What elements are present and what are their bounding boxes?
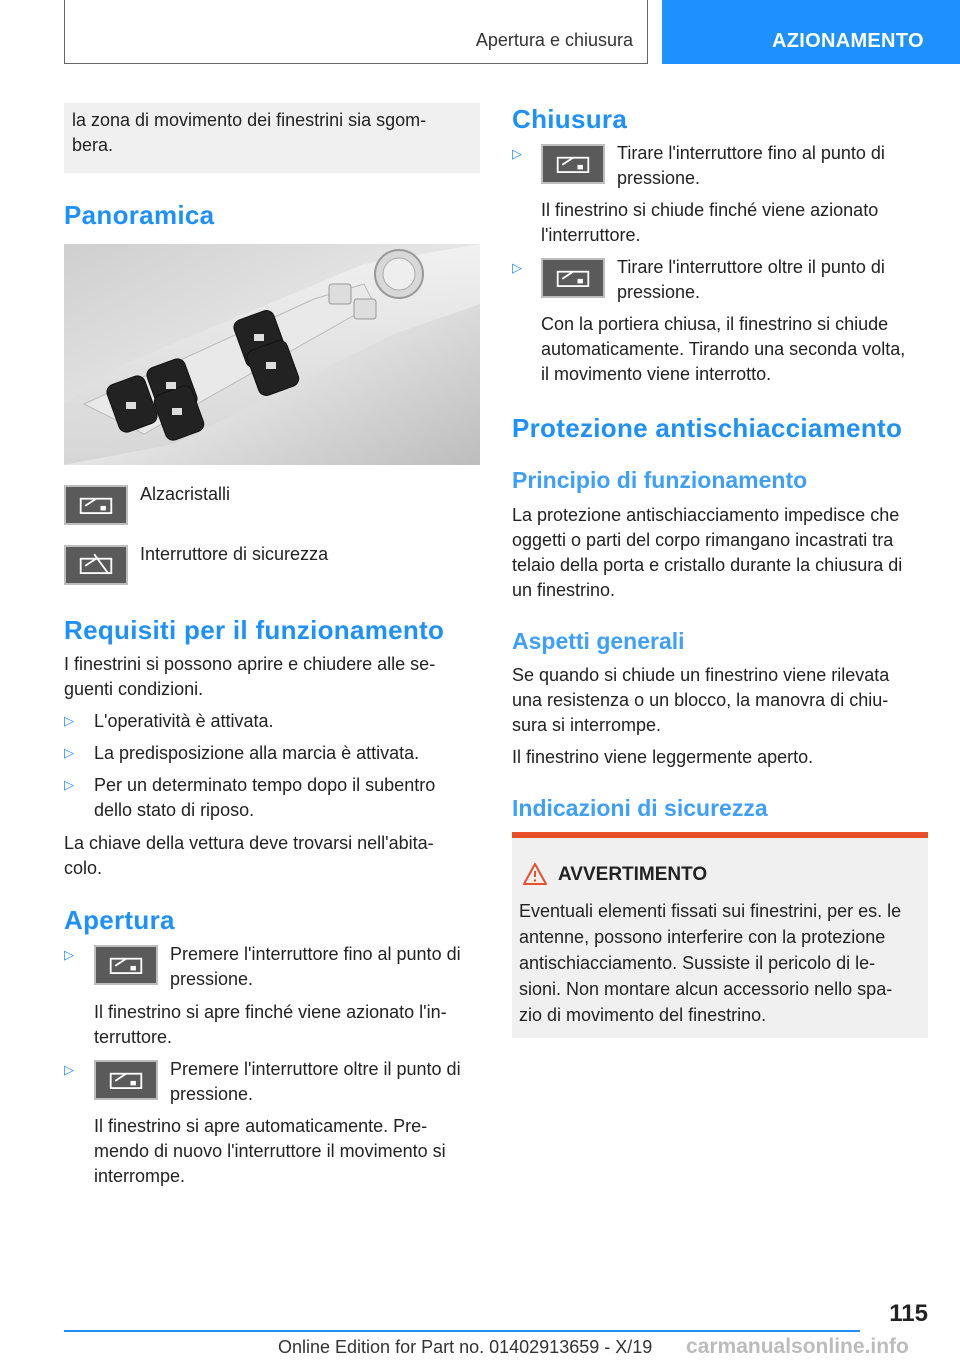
- warning-box: [512, 832, 928, 1038]
- legend-label-1: Alzacristalli: [140, 484, 231, 504]
- bullet-icon: ▷: [512, 146, 522, 161]
- intro-box: [64, 103, 480, 173]
- requisiti-note: La chiave della vettura deve trovarsi nell'abita- colo.: [64, 833, 434, 878]
- warning-triangle-icon: [522, 862, 548, 886]
- chiusura-heading: Chiusura: [512, 104, 628, 134]
- requisiti-intro: I finestrini si possono aprire e chiudere alle se- guenti condizioni.: [64, 654, 436, 699]
- safety-switch-icon: [64, 545, 128, 585]
- intro-text: la zona di movimento dei finestrini sia sgom- bera.: [72, 110, 427, 155]
- chiusura-step-1-result: Il finestrino si chiude finché viene azionato l'interruttore.: [541, 200, 879, 245]
- window-lift-icon: [64, 485, 128, 525]
- chapter-tab[interactable]: [662, 0, 960, 64]
- bullet-icon: ▷: [512, 260, 522, 275]
- requisiti-bullet-2: La predisposizione alla marcia è attivata.: [94, 743, 420, 763]
- aspetti-text-2: Il finestrino viene leggermente aperto.: [512, 747, 814, 767]
- watermark: carmanualsonline.info: [686, 1335, 909, 1358]
- apertura-step-2-action: Premere l'interruttore oltre il punto di pressione.: [170, 1059, 461, 1104]
- principio-text: La protezione antischiacciamento impedisce che oggetti o parti del corpo rimangano incastrati tra telaio della porta e cristallo durante la chiusura di un finestrino.: [512, 505, 903, 600]
- aspetti-heading: Aspetti generali: [512, 628, 685, 654]
- bullet-icon: ▷: [64, 1062, 74, 1077]
- footer-divider: [64, 1330, 860, 1332]
- footer-edition: Online Edition for Part no. 01402913659 - X/19: [278, 1337, 653, 1357]
- requisiti-bullet-1: L'operatività è attivata.: [94, 711, 274, 731]
- bullet-icon: ▷: [64, 745, 74, 760]
- bullet-icon: ▷: [64, 777, 74, 792]
- apertura-heading: Apertura: [64, 905, 175, 935]
- page-number: 115: [889, 1300, 928, 1327]
- chapter-tab-label: AZIONAMENTO: [772, 30, 924, 52]
- sicurezza-heading: Indicazioni di sicurezza: [512, 795, 768, 821]
- window-lift-icon: [94, 1060, 158, 1100]
- window-switch-photo: [64, 244, 480, 465]
- principio-heading: Principio di funzionamento: [512, 467, 808, 493]
- chiusura-step-2-result: Con la portiera chiusa, il finestrino si chiude automaticamente. Tirando una seconda volta, il movimento viene interrotto.: [541, 314, 906, 384]
- chiusura-step-2-action: Tirare l'interruttore oltre il punto di pressione.: [617, 257, 885, 302]
- apertura-step-1-action: Premere l'interruttore fino al punto di pressione.: [170, 944, 461, 989]
- bullet-icon: ▷: [64, 713, 74, 728]
- protezione-heading: Protezione antischiacciamento: [512, 413, 903, 443]
- section-title: Apertura e chiusura: [475, 30, 633, 50]
- window-lift-icon: [541, 144, 605, 184]
- requisiti-heading: Requisiti per il funzionamento: [64, 615, 445, 645]
- panoramica-heading: Panoramica: [64, 200, 215, 230]
- bullet-icon: ▷: [64, 947, 74, 962]
- header-box: [64, 0, 648, 64]
- requisiti-bullet-3: Per un determinato tempo dopo il subentro dello stato di riposo.: [94, 775, 436, 820]
- warning-text: Eventuali elementi fissati sui finestrini, per es. le antenne, possono interferire con la protezione antischiacciamento. Sussiste il pericolo di le- sioni. Non montare alcun accessorio nello spa- zio di movimento del finestrino.: [519, 901, 902, 1025]
- legend-label-2: Interruttore di sicurezza: [140, 544, 329, 564]
- chiusura-step-1-action: Tirare l'interruttore fino al punto di pressione.: [617, 143, 885, 188]
- window-lift-icon: [94, 945, 158, 985]
- warning-title: AVVERTIMENTO: [558, 864, 708, 885]
- window-lift-icon: [541, 258, 605, 298]
- apertura-step-2-result: Il finestrino si apre automaticamente. Pre- mendo di nuovo l'interruttore il movimento si interrompe.: [94, 1116, 446, 1186]
- apertura-step-1-result: Il finestrino si apre finché viene azionato l'in- terruttore.: [94, 1002, 447, 1047]
- aspetti-text-1: Se quando si chiude un finestrino viene rilevata una resistenza o un blocco, la manovra di chiu- sura si interrompe.: [512, 665, 890, 735]
